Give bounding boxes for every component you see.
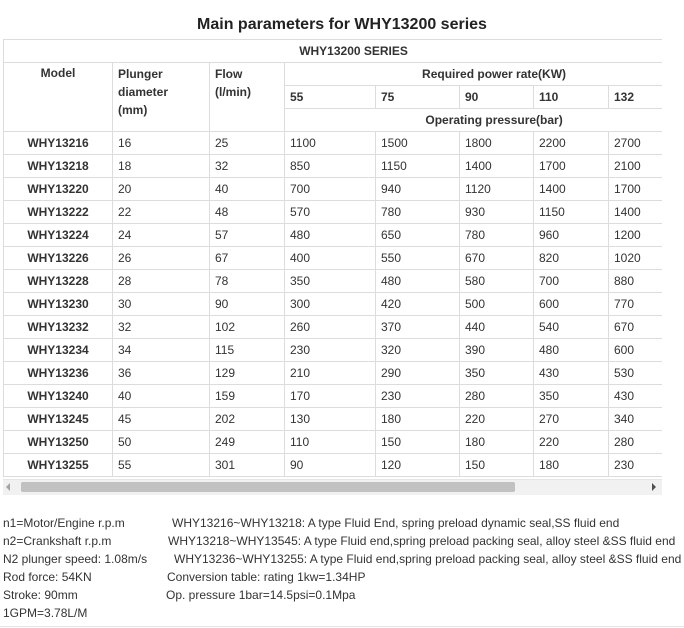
table-row [4,247,663,270]
note-right: WHY13236~WHY13255: A type Fluid end,spring preload packing seal, alloy steel &SS fluid end [174,552,682,566]
power-col-132: 132 [609,86,663,109]
pressure-cell: 780 [460,224,534,247]
plunger-diameter-cell: 36 [113,362,210,385]
pressure-cell: 430 [534,362,609,385]
table-row [4,293,663,316]
note-left: N2 plunger speed: 1.08m/s [3,552,148,566]
pressure-cell: 700 [285,178,376,201]
table-row [4,431,663,454]
note-right: Conversion table: rating 1kw=1.34HP [167,570,366,584]
flow-cell: 78 [210,270,285,293]
pressure-cell: 580 [460,270,534,293]
pressure-cell: 350 [460,362,534,385]
pressure-cell: 770 [609,293,663,316]
pressure-cell: 260 [285,316,376,339]
pressure-cell: 570 [285,201,376,224]
pressure-cell: 480 [285,224,376,247]
pressure-cell: 1100 [285,132,376,155]
pressure-cell: 2700 [609,132,663,155]
flow-cell: 57 [210,224,285,247]
pressure-cell: 120 [376,454,460,477]
scroll-right-arrow-icon[interactable] [652,483,656,491]
pressure-cell: 290 [376,362,460,385]
model-cell: WHY13222 [4,201,113,224]
plunger-diameter-cell: 40 [113,385,210,408]
pressure-cell: 230 [376,385,460,408]
note-left: n2=Crankshaft r.p.m [3,534,112,548]
model-cell: WHY13228 [4,270,113,293]
note-left: Rod force: 54KN [3,570,92,584]
flow-cell: 67 [210,247,285,270]
table-row [4,316,663,339]
plunger-diameter-cell: 18 [113,155,210,178]
note-right: WHY13218~WHY13545: A type Fluid end,spring preload packing seal, alloy steel &SS fluid end [168,534,676,548]
pressure-cell: 180 [460,431,534,454]
pressure-cell: 180 [376,408,460,431]
flow-column-header [210,63,285,132]
model-cell: WHY13226 [4,247,113,270]
pressure-cell: 670 [460,247,534,270]
plunger-diameter-cell: 26 [113,247,210,270]
pressure-cell: 270 [534,408,609,431]
pressure-cell: 390 [460,339,534,362]
model-cell: WHY13245 [4,408,113,431]
model-cell: WHY13216 [4,132,113,155]
pressure-cell: 1020 [609,247,663,270]
pressure-cell: 600 [534,293,609,316]
flow-cell: 40 [210,178,285,201]
model-cell: WHY13234 [4,339,113,362]
model-column-header: Model [4,63,113,132]
pressure-cell: 1400 [534,178,609,201]
pressure-cell: 780 [376,201,460,224]
pressure-cell: 1700 [534,155,609,178]
power-col-75: 75 [376,86,460,109]
pressure-cell: 350 [534,385,609,408]
model-cell: WHY13240 [4,385,113,408]
pressure-cell: 1120 [460,178,534,201]
pressure-cell: 700 [534,270,609,293]
table-row [4,155,663,178]
plunger-diameter-cell: 24 [113,224,210,247]
table-row [4,454,663,477]
table-row [4,178,663,201]
flow-header-line1: Flow [215,67,243,81]
flow-cell: 48 [210,201,285,224]
pressure-cell: 540 [534,316,609,339]
pressure-cell: 340 [609,408,663,431]
pressure-cell: 430 [609,385,663,408]
pressure-cell: 2200 [534,132,609,155]
pressure-cell: 530 [609,362,663,385]
scroll-left-arrow-icon[interactable] [6,483,10,491]
table-row [4,408,663,431]
note-left: Stroke: 90mm [3,588,78,602]
pressure-cell: 1200 [609,224,663,247]
model-cell: WHY13224 [4,224,113,247]
plunger-header-line1: Plunger [118,67,163,81]
flow-cell: 115 [210,339,285,362]
pressure-cell: 1150 [376,155,460,178]
flow-cell: 249 [210,431,285,454]
pressure-cell: 420 [376,293,460,316]
pressure-cell: 930 [460,201,534,224]
model-cell: WHY13236 [4,362,113,385]
pressure-cell: 1800 [460,132,534,155]
plunger-diameter-cell: 34 [113,339,210,362]
plunger-diameter-cell: 16 [113,132,210,155]
pressure-cell: 300 [285,293,376,316]
pressure-cell: 350 [285,270,376,293]
power-col-55: 55 [285,86,376,109]
pressure-cell: 480 [534,339,609,362]
pressure-cell: 1150 [534,201,609,224]
power-rate-header: Required power rate(KW) [285,63,663,86]
plunger-diameter-cell: 45 [113,408,210,431]
pressure-cell: 150 [460,454,534,477]
pressure-cell: 1700 [609,178,663,201]
flow-cell: 159 [210,385,285,408]
pressure-cell: 480 [376,270,460,293]
operating-pressure-header: Operating pressure(bar) [285,109,663,132]
pressure-cell: 880 [609,270,663,293]
plunger-diameter-cell: 50 [113,431,210,454]
pressure-cell: 1500 [376,132,460,155]
plunger-column-header [113,63,210,132]
pressure-cell: 90 [285,454,376,477]
flow-cell: 129 [210,362,285,385]
pressure-cell: 650 [376,224,460,247]
pressure-cell: 230 [609,454,663,477]
model-cell: WHY13250 [4,431,113,454]
pressure-cell: 150 [376,431,460,454]
table-row [4,385,663,408]
plunger-diameter-cell: 20 [113,178,210,201]
model-cell: WHY13220 [4,178,113,201]
model-cell: WHY13232 [4,316,113,339]
pressure-cell: 670 [609,316,663,339]
plunger-diameter-cell: 32 [113,316,210,339]
note-left: 1GPM=3.78L/M [3,606,88,620]
pressure-cell: 1400 [460,155,534,178]
pressure-cell: 130 [285,408,376,431]
page-title: Main parameters for WHY13200 series [197,16,487,33]
pressure-cell: 400 [285,247,376,270]
pressure-cell: 280 [609,431,663,454]
power-col-110: 110 [534,86,609,109]
pressure-cell: 220 [534,431,609,454]
parameters-table-scroll-area[interactable] [3,39,662,479]
pressure-cell: 1400 [609,201,663,224]
pressure-cell: 940 [376,178,460,201]
pressure-cell: 600 [609,339,663,362]
pressure-cell: 440 [460,316,534,339]
model-cell: WHY13255 [4,454,113,477]
pressure-cell: 370 [376,316,460,339]
divider [0,626,684,627]
scrollbar-thumb[interactable] [21,482,515,492]
parameters-table [3,39,662,477]
flow-cell: 202 [210,408,285,431]
table-row [4,362,663,385]
table-row [4,201,663,224]
flow-cell: 301 [210,454,285,477]
horizontal-scrollbar[interactable] [3,479,662,495]
pressure-cell: 210 [285,362,376,385]
pressure-cell: 2100 [609,155,663,178]
flow-cell: 90 [210,293,285,316]
plunger-diameter-cell: 28 [113,270,210,293]
plunger-diameter-cell: 30 [113,293,210,316]
plunger-diameter-cell: 22 [113,201,210,224]
pressure-cell: 850 [285,155,376,178]
series-header: WHY13200 SERIES [4,40,663,63]
flow-cell: 25 [210,132,285,155]
pressure-cell: 180 [534,454,609,477]
table-row [4,270,663,293]
plunger-header-line2: diameter [118,85,169,99]
pressure-cell: 220 [460,408,534,431]
pressure-cell: 820 [534,247,609,270]
note-right: Op. pressure 1bar=14.5psi=0.1Mpa [166,588,356,602]
flow-cell: 102 [210,316,285,339]
note-right: WHY13216~WHY13218: A type Fluid End, spring preload dynamic seal,SS fluid end [172,516,620,530]
pressure-cell: 280 [460,385,534,408]
plunger-diameter-cell: 55 [113,454,210,477]
power-col-90: 90 [460,86,534,109]
pressure-cell: 110 [285,431,376,454]
table-row [4,132,663,155]
pressure-cell: 230 [285,339,376,362]
pressure-cell: 320 [376,339,460,362]
pressure-cell: 550 [376,247,460,270]
table-row [4,339,663,362]
pressure-cell: 170 [285,385,376,408]
model-cell: WHY13230 [4,293,113,316]
pressure-cell: 960 [534,224,609,247]
note-left: n1=Motor/Engine r.p.m [3,516,125,530]
plunger-header-line3: (mm) [118,103,148,117]
table-row [4,224,663,247]
pressure-cell: 500 [460,293,534,316]
model-cell: WHY13218 [4,155,113,178]
flow-cell: 32 [210,155,285,178]
flow-header-line2: (l/min) [215,85,251,99]
